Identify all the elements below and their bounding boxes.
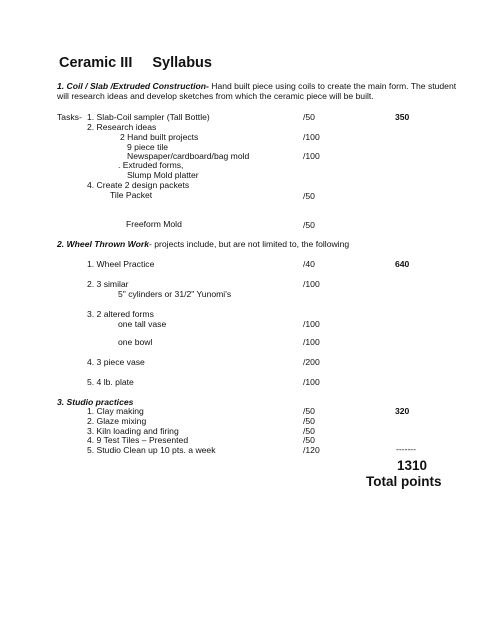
section-1-intro bbox=[57, 81, 467, 101]
list-item: Newspaper/cardboard/bag mold bbox=[127, 151, 250, 161]
list-item: 4. Create 2 design packets bbox=[87, 180, 190, 190]
list-item: 5" cylinders or 31/2" Yunomi's bbox=[118, 289, 232, 299]
points-value: /200 bbox=[303, 357, 320, 367]
points-value: /50 bbox=[303, 435, 315, 445]
section-2-intro bbox=[57, 239, 349, 249]
section-3-heading: 3. Studio practices bbox=[57, 397, 134, 407]
list-item: 3. Kiln loading and firing bbox=[87, 426, 179, 436]
page-title bbox=[59, 55, 212, 71]
points-value: /100 bbox=[303, 377, 320, 387]
list-item: 1. Wheel Practice bbox=[87, 259, 155, 269]
list-item: 2. 3 similar bbox=[87, 279, 129, 289]
points-value: /40 bbox=[303, 259, 315, 269]
points-value: /50 bbox=[303, 426, 315, 436]
list-item: 5. Studio Clean up 10 pts. a week bbox=[87, 445, 216, 455]
list-item: 2. Research ideas bbox=[87, 122, 157, 132]
list-item: 5. 4 lb. plate bbox=[87, 377, 134, 387]
list-item: 2 Hand built projects bbox=[120, 132, 199, 142]
list-item: one bowl bbox=[118, 337, 153, 347]
section-2-heading: 2. Wheel Thrown Work bbox=[57, 239, 149, 249]
points-value: /50 bbox=[303, 406, 315, 416]
total-value: 1310 bbox=[397, 458, 428, 473]
points-value: /100 bbox=[303, 132, 320, 142]
list-item: Slump Mold platter bbox=[127, 170, 199, 180]
list-item: one tall vase bbox=[118, 319, 167, 329]
list-item: Freeform Mold bbox=[126, 219, 182, 229]
points-value: /100 bbox=[303, 337, 320, 347]
points-value: /120 bbox=[303, 445, 320, 455]
list-item: 3. 2 altered forms bbox=[87, 309, 154, 319]
list-item: 4. 3 piece vase bbox=[87, 357, 145, 367]
points-value: /100 bbox=[303, 151, 320, 161]
list-item: 2. Glaze mixing bbox=[87, 416, 147, 426]
section-1-subtotal: 350 bbox=[395, 112, 410, 122]
total-label: Total points bbox=[366, 474, 442, 489]
list-item: 9 piece tile bbox=[127, 142, 169, 152]
list-item: 1. Slab-Coil sampler (Tall Bottle) bbox=[87, 112, 210, 122]
points-value: /50 bbox=[303, 416, 315, 426]
section-2-subtotal: 640 bbox=[395, 259, 410, 269]
points-value: /50 bbox=[303, 112, 315, 122]
total-rule: ------- bbox=[396, 444, 417, 454]
points-value: /100 bbox=[303, 319, 320, 329]
list-item: 4. 9 Test Tiles – Presented bbox=[87, 435, 189, 445]
section-2-description: - projects include, but are not limited to, the following bbox=[149, 239, 350, 249]
list-item: Tile Packet bbox=[110, 190, 153, 200]
course-title: Ceramic III bbox=[59, 55, 133, 71]
list-item: . Extruded forms, bbox=[118, 160, 184, 170]
syllabus-label: Syllabus bbox=[152, 55, 212, 71]
section-1-description: Hand built piece using coils to create the main form. The student will research ideas and develop sketches from which the ceramic piece will be built. bbox=[57, 81, 457, 101]
points-value: /100 bbox=[303, 279, 320, 289]
tasks-label: Tasks- bbox=[57, 112, 82, 122]
points-value: /50 bbox=[303, 191, 315, 201]
section-3-subtotal: 320 bbox=[395, 406, 410, 416]
section-1-heading: 1. Coil / Slab /Extruded Construction- bbox=[57, 81, 209, 91]
list-item: 1. Clay making bbox=[87, 406, 144, 416]
points-value: /50 bbox=[303, 220, 315, 230]
